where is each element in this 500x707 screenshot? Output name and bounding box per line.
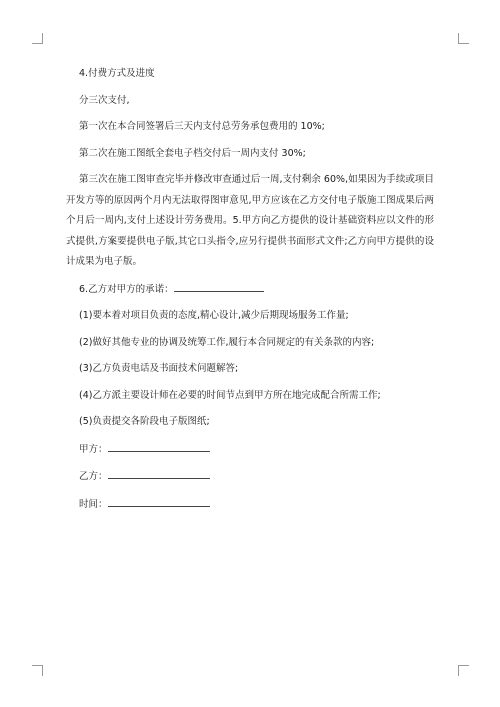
signature-date — [66, 494, 434, 516]
section-6-heading-text: 6.乙方对甲方的承诺： — [79, 283, 174, 295]
commitment-item-5: (5)负责提交各阶段电子版图纸; — [79, 416, 210, 427]
payment-third-paragraph: 第三次在施工图审查完毕并修改审查通过后一周,支付剩余 60%,如果因为手续或项目开发方等的原因两个月内无法取得图审意见,甲方应该在乙方交付电子版施工图成果后两个月后一周内,支付上述设计劳务费用。5.甲方向乙方提供的设计基础资料应以文件的形式提供,方案要提供电子版,其它口头指令,应另行提供书面形式文件;乙方向甲方提供的设计成果为电子版。 — [66, 174, 434, 267]
document-body — [66, 64, 434, 521]
payment-first: 第一次在本合同签署后三天内支付总劳务承包费用的 10%; — [79, 121, 325, 132]
commitment-item-4: (4)乙方派主要设计师在必要的时间节点到甲方所在地完成配合所需工作; — [79, 389, 381, 401]
date-field[interactable] — [108, 494, 210, 507]
signature-party-a — [66, 439, 434, 461]
crop-mark-top-right — [458, 33, 469, 44]
party-b-label: 乙方： — [79, 471, 108, 482]
date-label: 时间： — [79, 498, 108, 510]
party-a-label: 甲方： — [79, 443, 108, 455]
commitment-blank-line[interactable] — [174, 279, 264, 292]
crop-mark-top-left — [32, 33, 43, 44]
commitment-item-3: (3)乙方负责电话及书面技术问题解答; — [79, 363, 239, 374]
payment-second: 第二次在施工图纸全套电子档交付后一周内支付 30%; — [79, 147, 306, 159]
section-6-heading — [66, 279, 434, 301]
party-a-signature-field[interactable] — [108, 439, 210, 452]
crop-mark-bottom-left — [32, 665, 43, 676]
party-b-signature-field[interactable] — [108, 466, 210, 479]
crop-mark-bottom-right — [458, 665, 469, 676]
commitment-item-1: (1)要本着对项目负责的态度,精心设计,减少后期现场服务工作量; — [79, 310, 349, 321]
payment-intro: 分三次支付, — [79, 94, 130, 106]
commitment-item-2: (2)做好其他专业的协调及统筹工作,履行本合同规定的有关条款的内容; — [79, 336, 375, 348]
signature-party-b — [66, 466, 434, 488]
section-4-heading: 4.付费方式及进度 — [79, 68, 155, 79]
